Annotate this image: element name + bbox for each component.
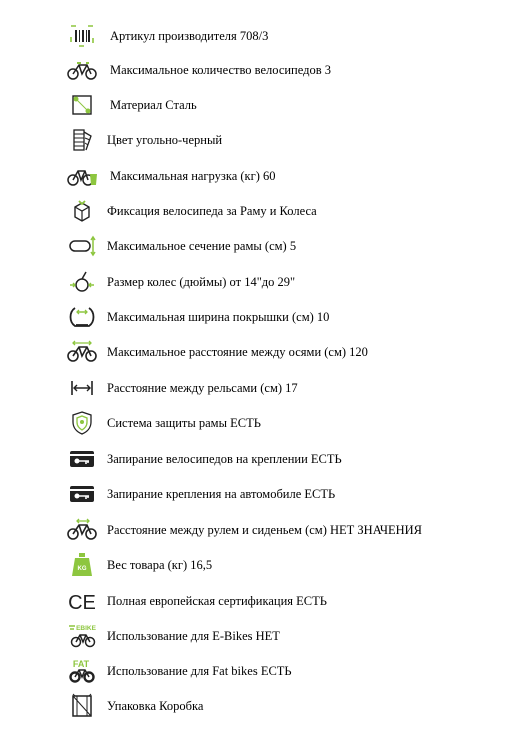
spec-label: Расстояние между рельсами (см) 17 <box>107 381 298 395</box>
shield-icon <box>66 409 98 437</box>
spec-row-rail-distance <box>0 374 527 402</box>
tire-width-icon <box>66 303 98 331</box>
spec-row-bikes-count <box>0 56 527 84</box>
bike-lock-icon <box>66 445 98 473</box>
spec-label: Использование для E-Bikes НЕТ <box>107 629 280 643</box>
weight-icon <box>66 551 98 579</box>
spec-label: Запирание велосипедов на креплении ЕСТЬ <box>107 452 342 466</box>
ce-mark-icon-text: CE <box>68 592 96 613</box>
fat-bike-icon <box>66 657 98 685</box>
wheelbase-icon <box>66 338 98 366</box>
spec-label: Максимальная ширина покрышки (см) 10 <box>107 310 330 324</box>
spec-label: Максимальное количество велосипедов 3 <box>110 63 332 77</box>
spec-row-fat-bike <box>0 657 527 685</box>
spec-row-ebike <box>0 622 527 650</box>
spec-row-fixing <box>0 197 527 225</box>
spec-row-handlebar-saddle <box>0 516 527 544</box>
color-palette-icon <box>66 126 98 154</box>
spec-label: Материал Сталь <box>110 98 197 112</box>
bikes-count-icon <box>66 56 98 84</box>
ebike-icon-text: EBIKE <box>76 625 96 632</box>
spec-row-car-lock <box>0 480 527 508</box>
wheel-size-icon <box>66 268 98 296</box>
spec-label: Максимальное сечение рамы (см) 5 <box>107 239 297 253</box>
spec-row-tire-width <box>0 303 527 331</box>
spec-label: Максимальная нагрузка (кг) 60 <box>110 169 276 183</box>
rail-distance-icon <box>66 374 98 402</box>
spec-label: Упаковка Коробка <box>107 699 204 713</box>
handlebar-saddle-icon <box>66 516 98 544</box>
spec-label: Вес товара (кг) 16,5 <box>107 558 213 572</box>
spec-row-wheel-size <box>0 268 527 296</box>
bike-fixing-icon <box>66 197 98 225</box>
barcode-icon <box>66 22 98 50</box>
spec-row-frame-protection <box>0 409 527 437</box>
spec-row-color <box>0 126 527 154</box>
spec-label: Система защиты рамы ЕСТЬ <box>107 416 261 430</box>
fat-bike-icon-text: FAT <box>72 659 90 669</box>
weight-icon-text: KG <box>77 566 87 572</box>
spec-label: Размер колес (дюймы) от 14"до 29" <box>107 275 296 289</box>
package-box-icon <box>66 692 98 720</box>
car-lock-icon <box>66 480 98 508</box>
spec-label: Расстояние между рулем и сиденьем (см) НЕТ ЗНАЧЕНИЯ <box>107 523 422 537</box>
spec-row-ce <box>0 587 527 615</box>
spec-row-weight <box>0 551 527 579</box>
spec-label: Запирание крепления на автомобиле ЕСТЬ <box>107 487 336 501</box>
spec-label: Полная европейская сертификация ЕСТЬ <box>107 594 327 608</box>
spec-row-wheelbase <box>0 338 527 366</box>
spec-row-package <box>0 692 527 720</box>
spec-row-material <box>0 91 527 119</box>
load-weight-icon <box>66 162 98 190</box>
spec-row-load <box>0 162 527 190</box>
spec-label: Использование для Fat bikes ЕСТЬ <box>107 664 292 678</box>
material-icon <box>66 91 98 119</box>
spec-row-article <box>0 22 527 50</box>
spec-row-bike-lock <box>0 445 527 473</box>
frame-section-icon <box>66 232 98 260</box>
ebike-icon <box>66 622 98 650</box>
ce-mark-icon <box>66 587 98 615</box>
spec-label: Фиксация велосипеда за Раму и Колеса <box>107 204 317 218</box>
spec-label: Цвет угольно-черный <box>107 133 223 147</box>
spec-label: Максимальное расстояние между осями (см) 120 <box>107 345 368 359</box>
spec-label: Артикул производителя 708/3 <box>110 29 269 43</box>
spec-row-frame-section <box>0 232 527 260</box>
